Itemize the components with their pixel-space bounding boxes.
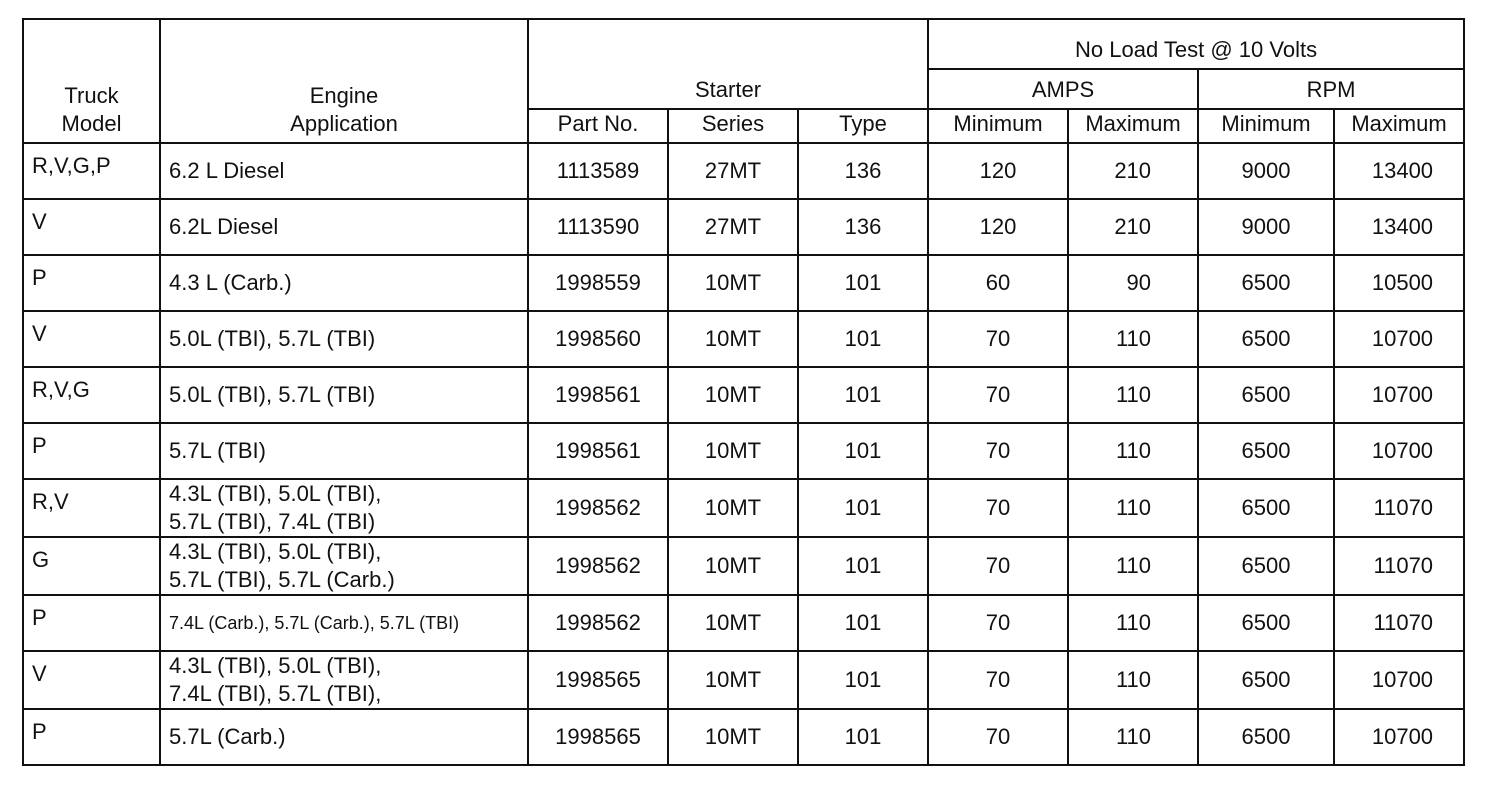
rpm-min-header: Minimum xyxy=(1198,109,1334,143)
table-body xyxy=(23,143,1464,765)
engine-line: 4.3L (TBI), 5.0L (TBI), xyxy=(169,653,382,678)
amps-max-cell: 210 xyxy=(1068,199,1198,255)
rpm-min-cell: 6500 xyxy=(1198,255,1334,311)
table-row xyxy=(23,199,1464,255)
type-cell: 101 xyxy=(798,255,928,311)
table-row xyxy=(23,311,1464,367)
header-text: Engine xyxy=(309,83,379,108)
starter-header xyxy=(528,19,928,109)
type-cell: 101 xyxy=(798,709,928,765)
series-cell: 27MT xyxy=(668,199,798,255)
rpm-max-cell: 11070 xyxy=(1334,479,1464,537)
rpm-max-cell: 10500 xyxy=(1334,255,1464,311)
engine-line: 5.7L (Carb.) xyxy=(169,724,286,749)
rpm-max-cell: 13400 xyxy=(1334,199,1464,255)
table-row xyxy=(23,595,1464,651)
part-no-cell: 1998559 xyxy=(528,255,668,311)
table-row xyxy=(23,423,1464,479)
type-cell: 136 xyxy=(798,143,928,199)
series-cell: 10MT xyxy=(668,311,798,367)
rpm-min-cell: 9000 xyxy=(1198,199,1334,255)
series-cell: 10MT xyxy=(668,255,798,311)
series-cell: 10MT xyxy=(668,595,798,651)
engine-line: 4.3L (TBI), 5.0L (TBI), xyxy=(169,539,382,564)
rpm-max-cell: 10700 xyxy=(1334,311,1464,367)
amps-max-cell: 110 xyxy=(1068,367,1198,423)
engine-application-cell xyxy=(160,311,528,367)
amps-min-cell: 70 xyxy=(928,423,1068,479)
series-cell: 10MT xyxy=(668,423,798,479)
no-load-test-header: No Load Test @ 10 Volts xyxy=(928,19,1464,69)
truck-model-cell: V xyxy=(23,651,160,709)
truck-model-header xyxy=(23,19,160,143)
truck-model-cell: P xyxy=(23,709,160,765)
engine-application-cell xyxy=(160,255,528,311)
engine-application-cell xyxy=(160,367,528,423)
table-row xyxy=(23,709,1464,765)
series-header: Series xyxy=(668,109,798,143)
table-row xyxy=(23,537,1464,595)
amps-max-cell: 110 xyxy=(1068,537,1198,595)
rpm-max-cell: 10700 xyxy=(1334,367,1464,423)
engine-application-cell xyxy=(160,595,528,651)
rpm-min-cell: 6500 xyxy=(1198,479,1334,537)
table-row xyxy=(23,479,1464,537)
table-row xyxy=(23,367,1464,423)
part-no-cell: 1998560 xyxy=(528,311,668,367)
amps-min-cell: 70 xyxy=(928,479,1068,537)
part-no-cell: 1998561 xyxy=(528,367,668,423)
rpm-header: RPM xyxy=(1198,69,1464,109)
engine-line: 7.4L (Carb.), 5.7L (Carb.), 5.7L (TBI) xyxy=(169,613,460,633)
amps-min-cell: 60 xyxy=(928,255,1068,311)
truck-model-cell: V xyxy=(23,311,160,367)
truck-model-cell: P xyxy=(23,255,160,311)
engine-application-cell xyxy=(160,143,528,199)
engine-line: 5.0L (TBI), 5.7L (TBI) xyxy=(169,382,376,407)
amps-max-cell: 110 xyxy=(1068,651,1198,709)
engine-application-cell xyxy=(160,651,528,709)
rpm-min-cell: 6500 xyxy=(1198,595,1334,651)
engine-application-cell xyxy=(160,199,528,255)
rpm-min-cell: 9000 xyxy=(1198,143,1334,199)
engine-line: 5.7L (TBI) xyxy=(169,438,266,463)
amps-max-cell: 90 xyxy=(1068,255,1198,311)
engine-line: 6.2L Diesel xyxy=(169,214,279,239)
rpm-max-cell: 11070 xyxy=(1334,537,1464,595)
amps-min-cell: 70 xyxy=(928,709,1068,765)
truck-model-cell: R,V,G xyxy=(23,367,160,423)
type-cell: 101 xyxy=(798,479,928,537)
amps-min-cell: 120 xyxy=(928,143,1068,199)
amps-min-cell: 70 xyxy=(928,595,1068,651)
rpm-max-cell: 10700 xyxy=(1334,651,1464,709)
amps-max-cell: 110 xyxy=(1068,595,1198,651)
part-no-header: Part No. xyxy=(528,109,668,143)
rpm-max-cell: 10700 xyxy=(1334,423,1464,479)
engine-line: 5.0L (TBI), 5.7L (TBI) xyxy=(169,326,376,351)
rpm-min-cell: 6500 xyxy=(1198,367,1334,423)
series-cell: 10MT xyxy=(668,537,798,595)
amps-min-cell: 120 xyxy=(928,199,1068,255)
engine-application-header xyxy=(160,19,528,143)
amps-max-cell: 210 xyxy=(1068,143,1198,199)
engine-application-cell xyxy=(160,479,528,537)
table-row xyxy=(23,651,1464,709)
amps-header: AMPS xyxy=(928,69,1198,109)
table-row xyxy=(23,143,1464,199)
part-no-cell: 1998565 xyxy=(528,651,668,709)
rpm-max-cell: 13400 xyxy=(1334,143,1464,199)
table-header xyxy=(23,19,1464,143)
amps-min-cell: 70 xyxy=(928,367,1068,423)
series-cell: 10MT xyxy=(668,367,798,423)
table-row xyxy=(23,255,1464,311)
engine-line: 4.3 L (Carb.) xyxy=(169,270,292,295)
part-no-cell: 1998562 xyxy=(528,595,668,651)
series-cell: 10MT xyxy=(668,709,798,765)
rpm-min-cell: 6500 xyxy=(1198,423,1334,479)
truck-model-cell: V xyxy=(23,199,160,255)
part-no-cell: 1998562 xyxy=(528,537,668,595)
amps-max-cell: 110 xyxy=(1068,423,1198,479)
truck-model-cell: P xyxy=(23,423,160,479)
part-no-cell: 1113590 xyxy=(528,199,668,255)
series-cell: 27MT xyxy=(668,143,798,199)
type-cell: 101 xyxy=(798,651,928,709)
rpm-max-cell: 11070 xyxy=(1334,595,1464,651)
rpm-min-cell: 6500 xyxy=(1198,651,1334,709)
amps-max-cell: 110 xyxy=(1068,479,1198,537)
starter-specs-table xyxy=(22,18,1465,766)
type-cell: 101 xyxy=(798,367,928,423)
header-text: Application xyxy=(290,111,398,136)
type-cell: 101 xyxy=(798,311,928,367)
part-no-cell: 1113589 xyxy=(528,143,668,199)
part-no-cell: 1998562 xyxy=(528,479,668,537)
rpm-max-cell: 10700 xyxy=(1334,709,1464,765)
engine-line: 5.7L (TBI), 7.4L (TBI) xyxy=(169,509,376,534)
engine-application-cell xyxy=(160,709,528,765)
part-no-cell: 1998565 xyxy=(528,709,668,765)
engine-application-cell xyxy=(160,423,528,479)
header-text: Model xyxy=(61,111,122,136)
engine-line: 5.7L (TBI), 5.7L (Carb.) xyxy=(169,567,395,592)
type-cell: 136 xyxy=(798,199,928,255)
type-cell: 101 xyxy=(798,595,928,651)
amps-min-cell: 70 xyxy=(928,537,1068,595)
engine-line: 6.2 L Diesel xyxy=(169,158,285,183)
amps-min-cell: 70 xyxy=(928,651,1068,709)
amps-max-cell: 110 xyxy=(1068,709,1198,765)
part-no-cell: 1998561 xyxy=(528,423,668,479)
amps-min-cell: 70 xyxy=(928,311,1068,367)
truck-model-cell: R,V xyxy=(23,479,160,537)
header-text: Starter xyxy=(695,77,762,102)
amps-min-header: Minimum xyxy=(928,109,1068,143)
rpm-max-header: Maximum xyxy=(1334,109,1464,143)
engine-application-cell xyxy=(160,537,528,595)
truck-model-cell: P xyxy=(23,595,160,651)
type-header: Type xyxy=(798,109,928,143)
rpm-min-cell: 6500 xyxy=(1198,537,1334,595)
amps-max-header: Maximum xyxy=(1068,109,1198,143)
rpm-min-cell: 6500 xyxy=(1198,311,1334,367)
type-cell: 101 xyxy=(798,537,928,595)
header-text: Truck xyxy=(64,83,119,108)
type-cell: 101 xyxy=(798,423,928,479)
engine-line: 4.3L (TBI), 5.0L (TBI), xyxy=(169,481,382,506)
series-cell: 10MT xyxy=(668,479,798,537)
amps-max-cell: 110 xyxy=(1068,311,1198,367)
truck-model-cell: R,V,G,P xyxy=(23,143,160,199)
truck-model-cell: G xyxy=(23,537,160,595)
rpm-min-cell: 6500 xyxy=(1198,709,1334,765)
series-cell: 10MT xyxy=(668,651,798,709)
engine-line: 7.4L (TBI), 5.7L (TBI), xyxy=(169,681,382,706)
